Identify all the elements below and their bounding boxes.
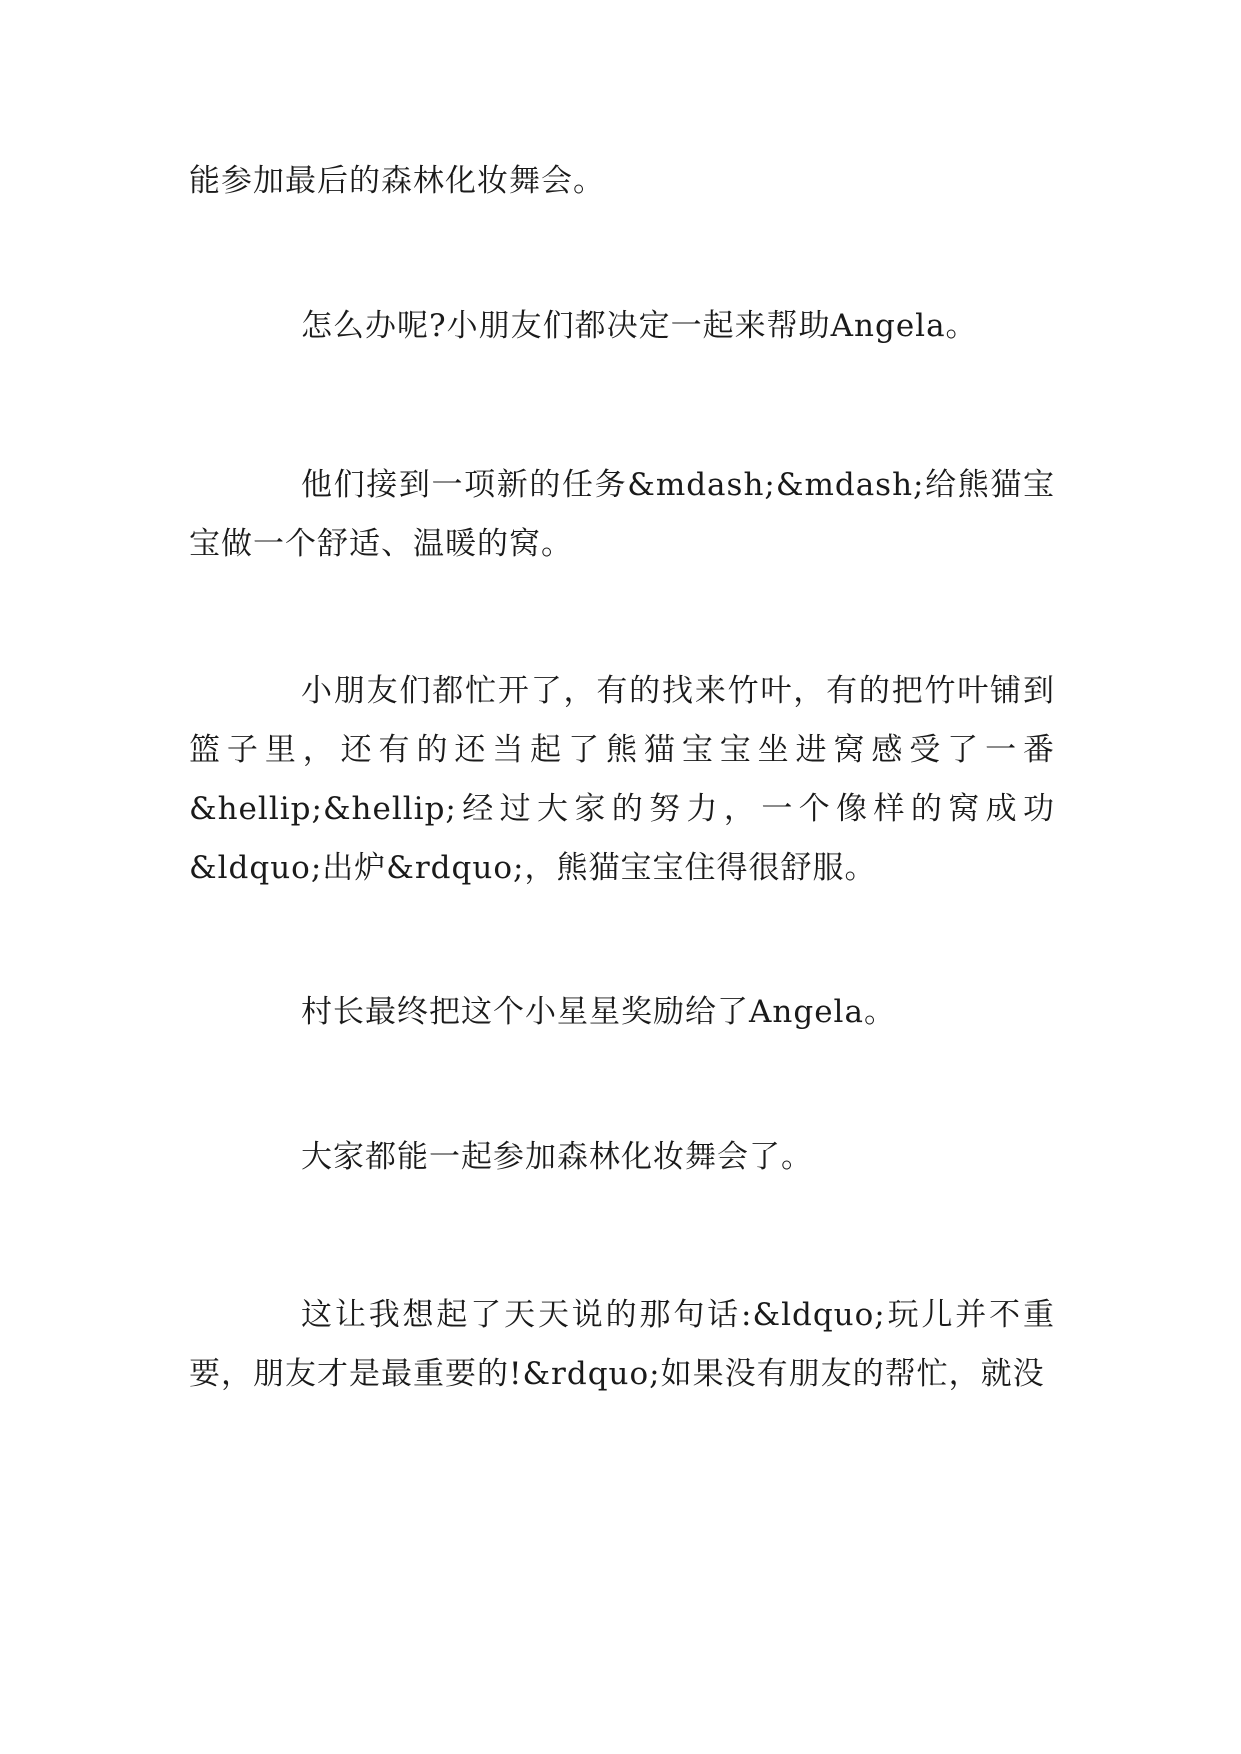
- paragraph-friendship: 这让我想起了天天说的那句话:&ldquo;玩儿并不重要，朋友才是最重要的!&rdquo;如果没有朋友的帮忙，就没: [189, 1297, 1055, 1392]
- paragraph-building-nest: 小朋友们都忙开了，有的找来竹叶，有的把竹叶铺到篮子里，还有的还当起了熊猫宝宝坐进窝感受了一番&hellip;&hellip;经过大家的努力，一个像样的窝成功&ldquo;出炉&rdquo;，熊猫宝宝住得很舒服。: [189, 673, 1055, 886]
- paragraph-continuation: 能参加最后的森林化妆舞会。: [189, 163, 605, 199]
- paragraph-how-to-help: 怎么办呢?小朋友们都决定一起来帮助Angela。: [301, 308, 978, 344]
- paragraph-new-task: 他们接到一项新的任务&mdash;&mdash;给熊猫宝宝做一个舒适、温暖的窝。: [189, 467, 1055, 562]
- paragraph-dance-party: 大家都能一起参加森林化妆舞会了。: [301, 1139, 813, 1175]
- paragraph-reward: 村长最终把这个小星星奖励给了Angela。: [301, 994, 896, 1030]
